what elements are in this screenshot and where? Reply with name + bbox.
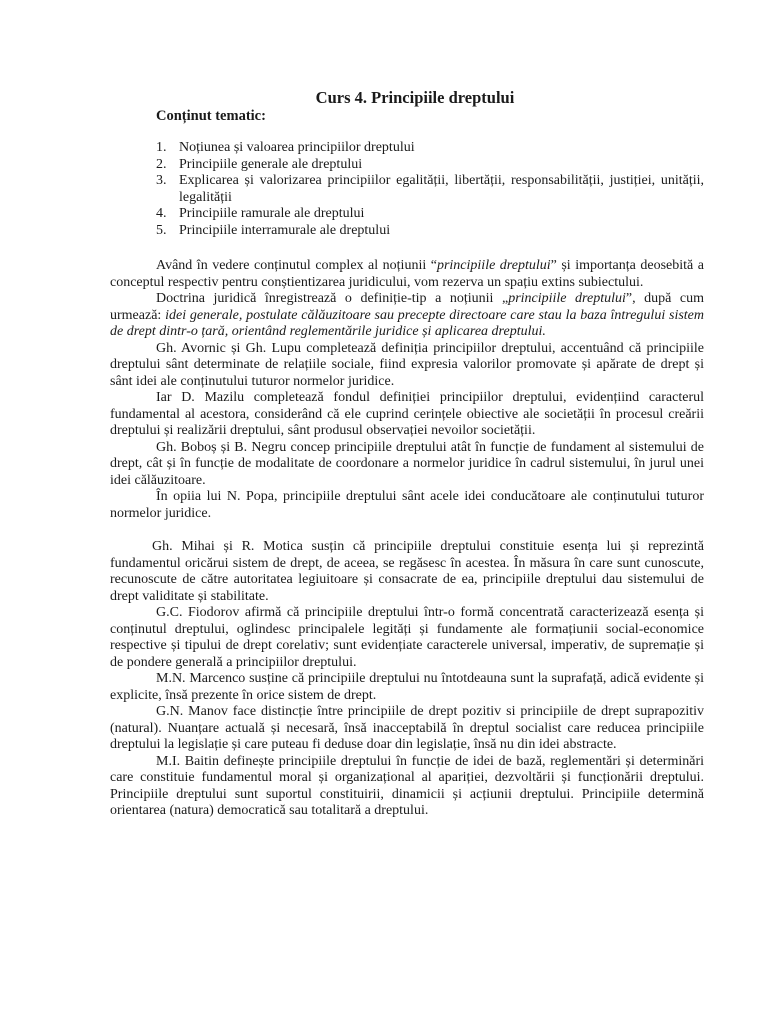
section-subtitle: Conținut tematic: xyxy=(156,108,266,124)
paragraph: Doctrina juridică înregistrează o definiție-tip a noțiunii „principiile dreptului”, după cum urmează: idei generale, postulate călăuzitoare sau precepte directoare care stau la baza întregului sistem de drept dintr-o țară, orientând reglementările juridice și aplicarea dreptului. xyxy=(110,291,705,339)
paragraph: M.I. Baitin definește principiile dreptului în funcție de idei de bază, reglementări și determinări care constituie fundamentul moral și organizațional al apariției, dezvoltării și funcționării dreptului. Principiile dreptului sunt suportul constituirii, dinamicii și acțiunii dreptului. Principiile determină orientarea (natura) democratică sau totalitară a dreptului. xyxy=(110,753,704,818)
paragraph: Gh. Avornic și Gh. Lupu completează definiția principiilor dreptului, accentuând că principiile dreptului sânt determinate de relațiile sociale, fiind expresia valorilor promovate și apărate de drept și sânt idei ale conținutului tuturor normelor juridice. xyxy=(110,340,704,389)
paragraph: G.N. Manov face distincție între principiile de drept pozitiv si principiile de drept suprapozitiv (natural). Nuanțare actuală și necesară, însă inacceptabilă în dreptul socialist care reducea principiile dreptului la legislație și care puteau fi deduse doar din legislație, însă nu din idei abstracte. xyxy=(110,704,704,752)
page-title: Curs 4. Principiile dreptului xyxy=(315,88,515,107)
table-of-contents xyxy=(156,140,704,239)
paragraph: Gh. Mihai și R. Motica susțin că principiile dreptului constituie esența lui și reprezintă fundamentul oricărui sistem de drept, de aceea, se regăsesc în acestea. În măsura în care sunt cunoscute, recunoscute de către autoritatea legiuitoare și consacrate de ea, principiile dreptului dau sistemului de drept validitate și stabilitate. xyxy=(110,539,704,604)
list-item: 4. Principiile ramurale ale dreptului xyxy=(156,206,365,221)
paragraph: Gh. Boboș și B. Negru concep principiile dreptului atât în funcție de fundament al sistemului de drept, cât și în funcție de modalitate de coordonare a normelor juridice în cadrul sistemului, în jurul unei idei călăuzitoare. xyxy=(110,439,704,488)
body-text xyxy=(110,258,704,820)
paragraph: M.N. Marcenco susține că principiile dreptului nu întotdeauna sunt la suprafață, adică evidente și explicite, însă prezente în orice sistem de drept. xyxy=(110,671,704,703)
list-item: 2. Principiile generale ale dreptului xyxy=(156,156,363,172)
paragraph: Având în vedere conținutul complex al noțiunii “principiile dreptului” și importanța deosebită a conceptul respectiv pentru conștientizarea juridicului, vom rezerva un spațiu extins subiectului. xyxy=(110,258,704,290)
list-item: 1. Noțiunea și valoarea principiilor dreptului xyxy=(156,140,415,155)
list-item: 3. Explicarea și valorizarea principiilor egalității, libertății, responsabilității, justiției, unității, legalității xyxy=(156,173,704,205)
paragraph: În opiia lui N. Popa, principiile dreptului sânt acele idei conducătoare ale conținutului tuturor normelor juridice. xyxy=(110,489,704,521)
paragraph: G.C. Fiodorov afirmă că principiile dreptului într-o formă concentrată caracterizează esența și conținutul dreptului, oglindesc principalele legități și fundamente ale formațiunii social-economice respective și tipului de drept corelativ; sunt evidențiate caracterele universal, imperativ, de supremație și de pondere generală a principiilor dreptului. xyxy=(110,605,704,670)
paragraph: Iar D. Mazilu completează fondul definiției principiilor dreptului, evidențiind caracterul fundamental al acestora, considerând că ele cuprind cerințele obiective ale societății în procesul creării dreptului și realizării dreptului, sânt produsul observației nevoilor societății. xyxy=(110,390,704,438)
list-item: 5. Principiile interramurale ale dreptului xyxy=(156,222,391,238)
